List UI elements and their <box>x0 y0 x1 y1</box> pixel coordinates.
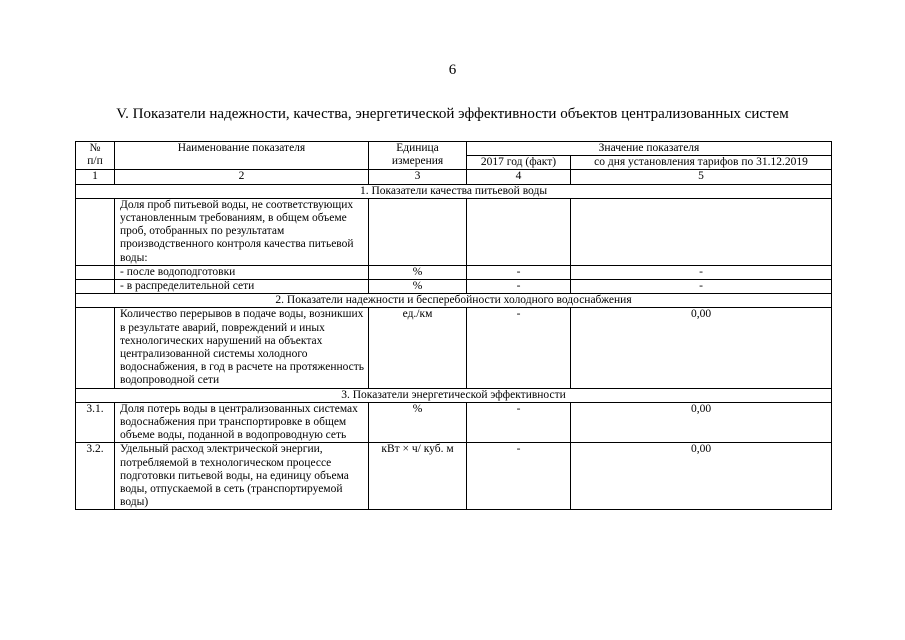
row-tariff: 0,00 <box>571 402 832 443</box>
row-2017 <box>467 198 571 265</box>
section-heading: 1. Показатели качества питьевой воды <box>76 184 832 198</box>
row-2017: - <box>467 265 571 279</box>
row-tariff: - <box>571 280 832 294</box>
row-num <box>76 265 115 279</box>
col-number: 2 <box>115 170 369 184</box>
row-name: Доля проб питьевой воды, не соответствующих установленным требованиям, в общем объеме проб, отобранных по результатам производственного контроля качества питьевой воды: <box>115 198 369 265</box>
header-num-line1: № <box>89 142 101 154</box>
row-num <box>76 280 115 294</box>
table-row <box>76 280 832 294</box>
table-row <box>76 443 832 510</box>
table-row <box>76 402 832 443</box>
row-name: Количество перерывов в подаче воды, возникших в результате аварий, повреждений и иных технологических нарушений на объектах централизованной системы холодного водоснабжения, в год в расчете на протяженность водопроводной сети <box>115 308 369 388</box>
row-2017: - <box>467 443 571 510</box>
header-unit-line2: измерения <box>391 155 444 168</box>
row-num: 3.1. <box>76 402 115 443</box>
row-unit: % <box>369 265 467 279</box>
header-num <box>76 142 115 170</box>
header-num-line2: п/п <box>87 155 103 168</box>
header-row <box>76 142 832 156</box>
col-number: 1 <box>76 170 115 184</box>
header-unit-line1: Единица <box>396 142 439 154</box>
row-2017: - <box>467 402 571 443</box>
page-number: 6 <box>448 62 457 78</box>
header-unit <box>369 142 467 170</box>
row-2017: - <box>467 308 571 388</box>
row-unit: кВт × ч/ куб. м <box>369 443 467 510</box>
row-2017: - <box>467 280 571 294</box>
section-row-1 <box>76 184 832 198</box>
column-numbers-row <box>76 170 832 184</box>
header-tariff: со дня установления тарифов по 31.12.2019 <box>571 156 832 170</box>
row-name: - после водоподготовки <box>115 265 369 279</box>
row-name: Доля потерь воды в централизованных системах водоснабжения при транспортировке в общем объеме воды, поданной в водопроводную сеть <box>115 402 369 443</box>
row-num: 3.2. <box>76 443 115 510</box>
table-row <box>76 265 832 279</box>
row-tariff <box>571 198 832 265</box>
header-name: Наименование показателя <box>115 142 369 170</box>
row-unit: % <box>369 280 467 294</box>
section-row-2 <box>76 294 832 308</box>
col-number: 4 <box>467 170 571 184</box>
row-num <box>76 198 115 265</box>
section-heading: 3. Показатели энергетической эффективности <box>76 388 832 402</box>
section-heading: 2. Показатели надежности и бесперебойности холодного водоснабжения <box>76 294 832 308</box>
header-2017: 2017 год (факт) <box>467 156 571 170</box>
section-row-3 <box>76 388 832 402</box>
row-name: Удельный расход электрической энергии, потребляемой в технологическом процессе подготовки питьевой воды, на единицу объема воды, отпускаемой в сеть (транспортируемой воды) <box>115 443 369 510</box>
row-tariff: 0,00 <box>571 443 832 510</box>
header-value: Значение показателя <box>467 142 832 156</box>
table-row <box>76 198 832 265</box>
col-number: 3 <box>369 170 467 184</box>
row-tariff: - <box>571 265 832 279</box>
row-unit: ед./км <box>369 308 467 388</box>
section-title: V. Показатели надежности, качества, энергетической эффективности объектов централизованных систем <box>116 106 789 122</box>
table-row <box>76 308 832 388</box>
row-num <box>76 308 115 388</box>
row-name: - в распределительной сети <box>115 280 369 294</box>
row-unit: % <box>369 402 467 443</box>
row-unit <box>369 198 467 265</box>
col-number: 5 <box>571 170 832 184</box>
row-tariff: 0,00 <box>571 308 832 388</box>
indicators-table <box>75 141 832 510</box>
